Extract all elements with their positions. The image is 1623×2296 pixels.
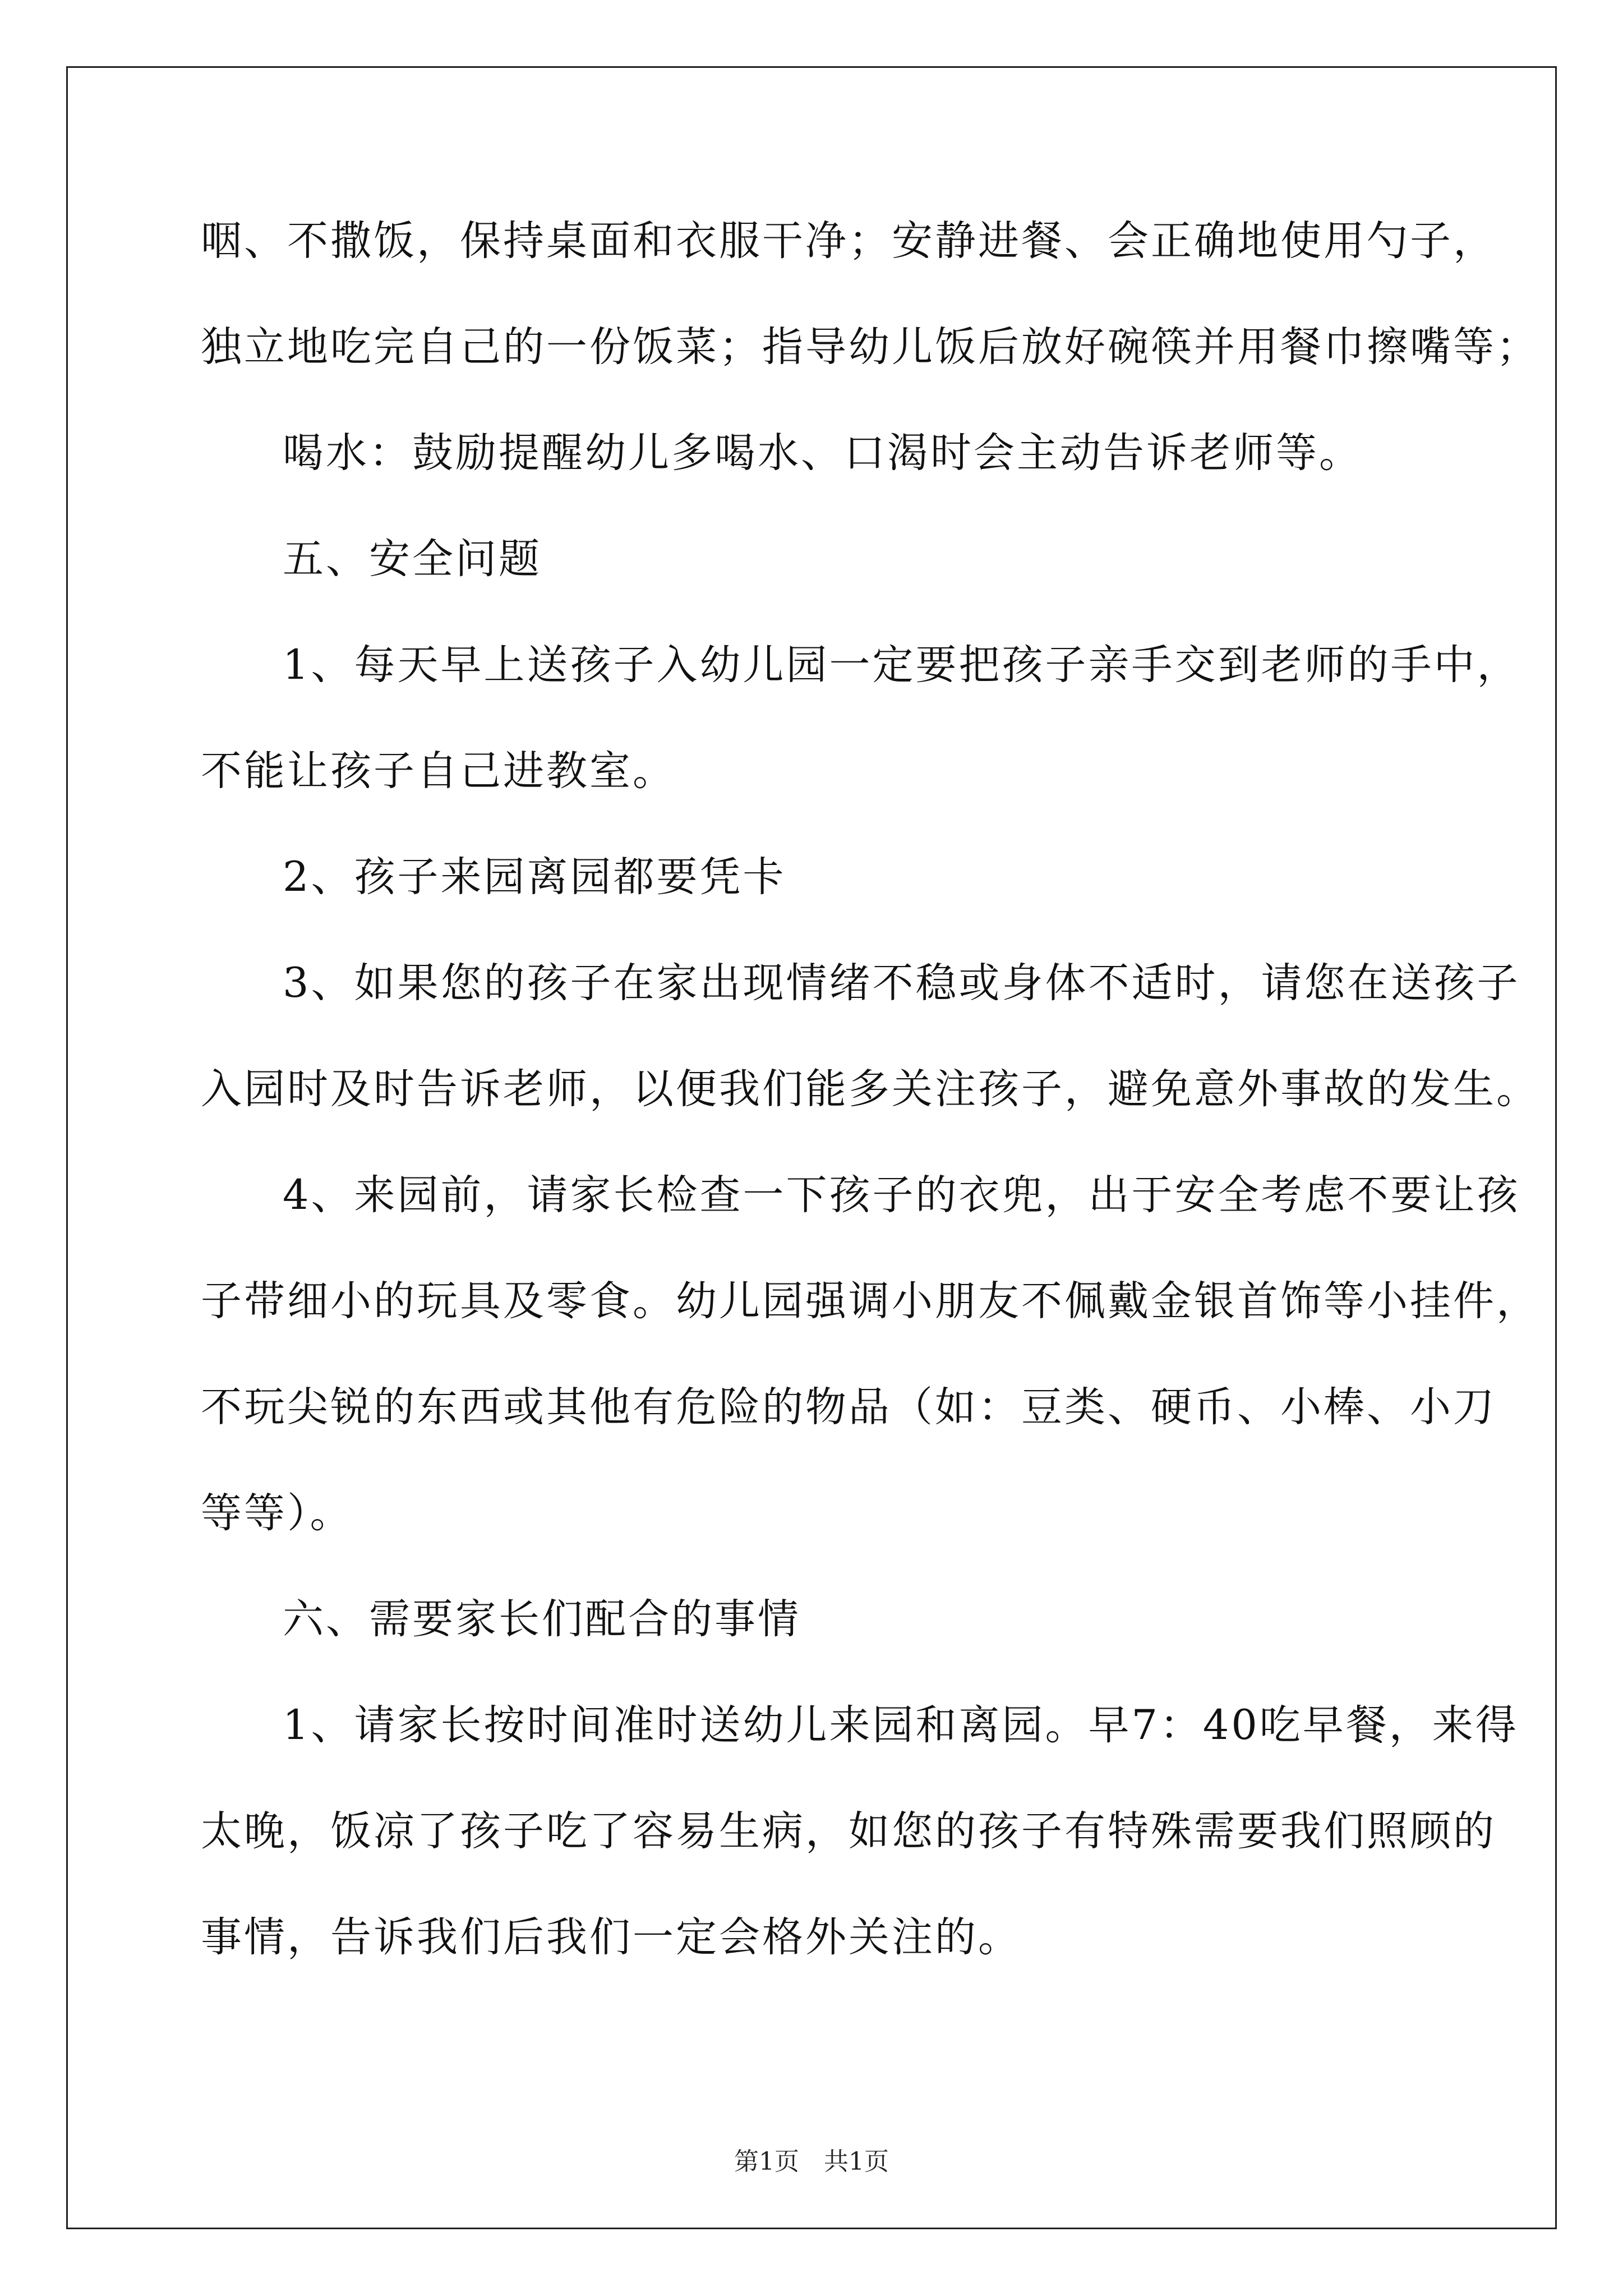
text-line: 太晚，饭凉了孩子吃了容易生病，如您的孩子有特殊需要我们照顾的	[201, 1807, 1496, 1855]
text-line: 3、如果您的孩子在家出现情绪不稳或身体不适时，请您在送孩子	[283, 959, 1520, 1007]
page-border	[66, 66, 1557, 2229]
text-line: 子带细小的玩具及零食。幼儿园强调小朋友不佩戴金银首饰等小挂件，	[201, 1277, 1539, 1325]
text-line: 等等）。	[201, 1489, 353, 1537]
page-number: 第1页 共1页	[734, 2147, 889, 2176]
text-line: 咽、不撒饭，保持桌面和衣服干净；安静进餐、会正确地使用勺子，	[201, 217, 1496, 265]
text-line: 4、来园前，请家长检查一下孩子的衣兜，出于安全考虑不要让孩	[283, 1171, 1520, 1219]
section-heading: 五、安全问题	[283, 535, 542, 583]
text-line: 喝水：鼓励提醒幼儿多喝水、口渴时会主动告诉老师等。	[283, 429, 1362, 477]
text-line: 入园时及时告诉老师，以便我们能多关注孩子，避免意外事故的发生。	[201, 1065, 1539, 1113]
text-line: 独立地吃完自己的一份饭菜；指导幼儿饭后放好碗筷并用餐巾擦嘴等；	[201, 323, 1539, 371]
text-line: 不能让孩子自己进教室。	[201, 747, 676, 795]
text-line: 事情，告诉我们后我们一定会格外关注的。	[201, 1913, 1021, 1961]
text-line: 2、孩子来园离园都要凭卡	[283, 853, 786, 901]
section-heading: 六、需要家长们配合的事情	[283, 1595, 801, 1643]
text-line: 1、请家长按时间准时送幼儿来园和离园。早7：40吃早餐，来得	[283, 1701, 1519, 1749]
text-line: 1、每天早上送孩子入幼儿园一定要把孩子亲手交到老师的手中，	[283, 641, 1520, 689]
text-line: 不玩尖锐的东西或其他有危险的物品（如：豆类、硬币、小棒、小刀	[201, 1383, 1496, 1431]
